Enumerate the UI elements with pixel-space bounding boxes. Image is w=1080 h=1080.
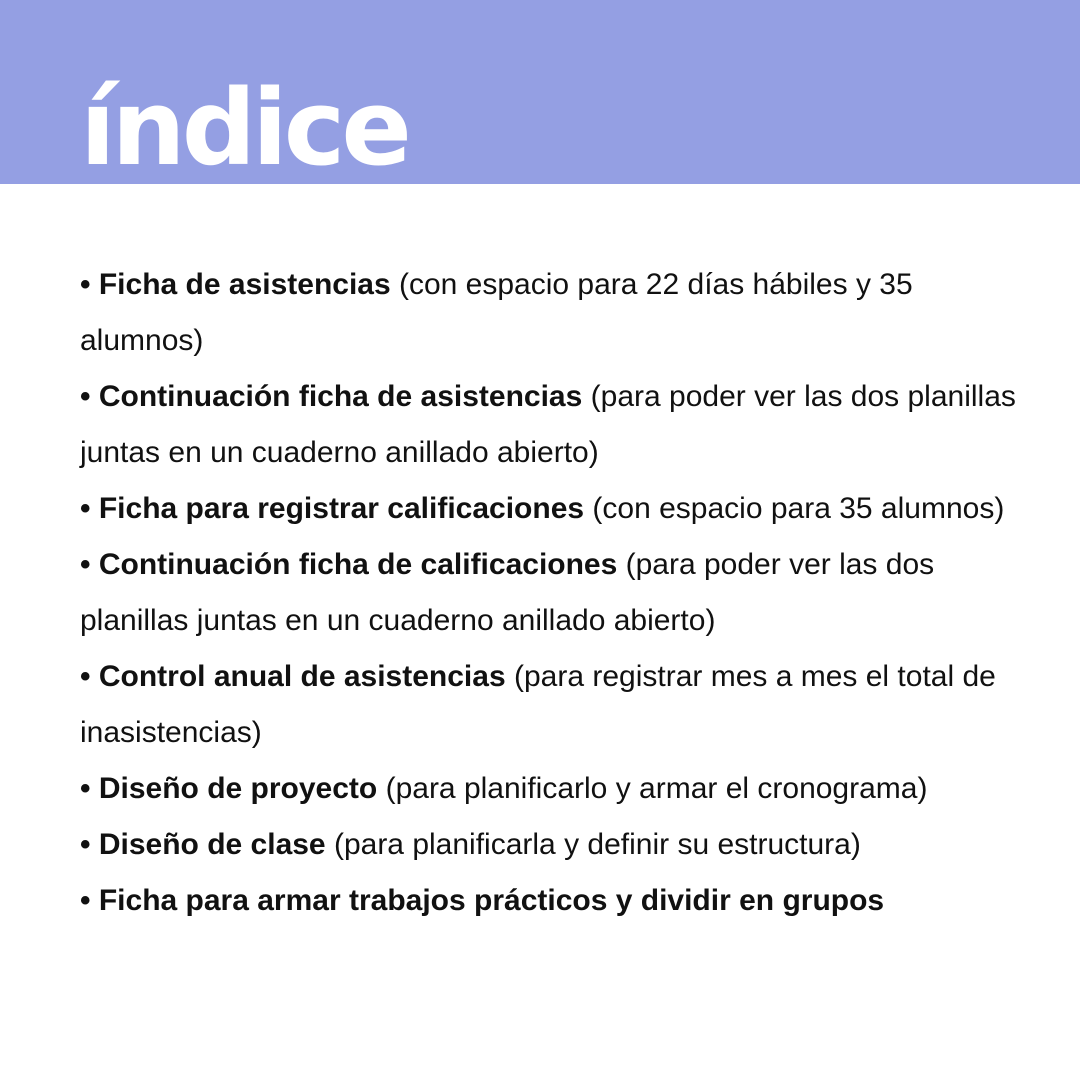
item-title: Control anual de asistencias (98, 660, 506, 693)
item-bullet: • (80, 884, 99, 917)
item-description: (para poder ver las dos planillas juntas en un cuaderno anillado abierto) (80, 380, 1016, 469)
item-description: (con espacio para 35 alumnos) (584, 492, 1005, 525)
item-bullet: • (80, 828, 99, 861)
page-title: índice (80, 67, 408, 184)
item-title: Diseño de proyecto (98, 772, 378, 805)
item-title: Ficha de asistencias (98, 268, 391, 301)
list-item (80, 817, 1020, 873)
item-title: Diseño de clase (98, 828, 326, 861)
item-bullet: • (80, 268, 99, 301)
item-bullet: • (80, 492, 99, 525)
list-item (80, 649, 1020, 761)
item-title: Continuación ficha de calificaciones (98, 548, 618, 581)
list-item (80, 257, 1020, 369)
item-title: Continuación ficha de asistencias (98, 380, 583, 413)
item-description: (con espacio para 22 días hábiles y 35 alumnos) (80, 268, 913, 357)
list-item (80, 481, 1020, 537)
index-list (80, 257, 1020, 929)
item-bullet: • (80, 660, 99, 693)
header-band (0, 0, 1080, 184)
list-item (80, 537, 1020, 649)
item-bullet: • (80, 380, 99, 413)
item-bullet: • (80, 548, 99, 581)
item-description: (para poder ver las dos planillas juntas en un cuaderno anillado abierto) (80, 548, 935, 637)
item-description: (para planificarlo y armar el cronograma) (377, 772, 928, 805)
item-bullet: • (80, 772, 99, 805)
item-description: (para registrar mes a mes el total de inasistencias) (80, 660, 996, 749)
list-item (80, 873, 1020, 929)
item-title: Ficha para armar trabajos prácticos y dividir en grupos (98, 884, 885, 917)
list-item (80, 761, 1020, 817)
item-title: Ficha para registrar calificaciones (98, 492, 585, 525)
list-item (80, 369, 1020, 481)
item-description: (para planificarla y definir su estructura) (325, 828, 861, 861)
